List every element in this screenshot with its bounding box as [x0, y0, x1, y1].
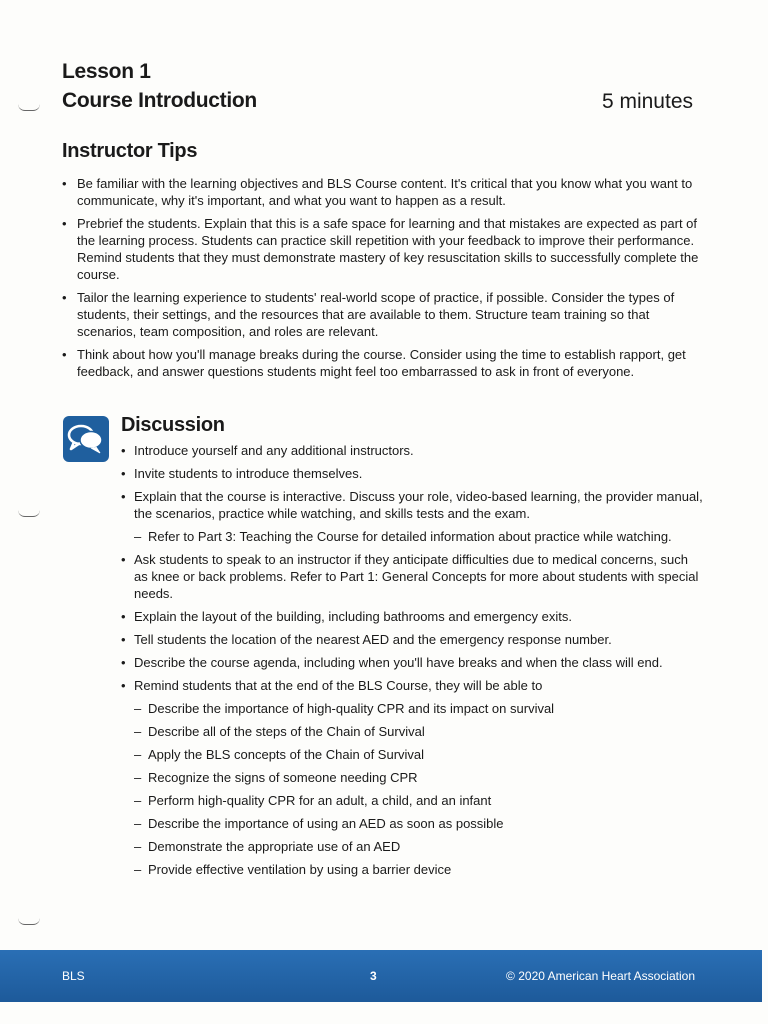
list-item [121, 465, 703, 482]
lesson-title: Course Introduction [62, 89, 257, 112]
sub-list-item: – Refer to Part 3: Teaching the Course for detailed information about practice while watching. [134, 528, 703, 545]
sub-list-item: – Apply the BLS concepts of the Chain of Survival [134, 746, 703, 763]
list-item [121, 631, 703, 648]
list-item-text: Ask students to speak to an instructor if they anticipate difficulties due to medical concerns, such as knee or back problems. Refer to Part 1: General Concepts for more about students with special needs. [134, 552, 699, 601]
list-item: • Prebrief the students. Explain that this is a safe space for learning and that mistakes are expected as part of the learning process. Students can practice skill repetition with your feedback to improve their performance. Remind students that they must demonstrate mastery of key resuscitation skills to successfully complete the course. [62, 215, 702, 283]
hole-punch-mark [18, 104, 40, 111]
list-item-text: Introduce yourself and any additional instructors. [134, 443, 414, 458]
speech-bubbles-icon [63, 416, 109, 462]
instructor-tips-heading: Instructor Tips [62, 140, 198, 162]
list-item: • Tailor the learning experience to students' real-world scope of practice, if possible. Consider the types of students, their settings, and the resources that are available to them. Structure team training so that scenarios, team composition, and roles are relevant. [62, 289, 702, 340]
sub-list-item: – Describe the importance of high-quality CPR and its impact on survival [134, 700, 703, 717]
sub-list-item: – Provide effective ventilation by using a barrier device [134, 861, 703, 878]
footer-course-name: BLS [62, 969, 85, 983]
list-item-text: Tell students the location of the nearest AED and the emergency response number. [134, 632, 612, 647]
sub-list-item: – Perform high-quality CPR for an adult, a child, and an infant [134, 792, 703, 809]
discussion-list [121, 442, 703, 884]
page-footer [0, 950, 762, 1002]
list-item-text: Explain that the course is interactive. Discuss your role, video-based learning, the provider manual, the scenarios, practice while watching, and skills tests and the exam. [134, 489, 703, 521]
sub-list-item: – Describe the importance of using an AED as soon as possible [134, 815, 703, 832]
list-item: • Be familiar with the learning objectives and BLS Course content. It's critical that you know what you want to communicate, why it's important, and what you want to happen as a result. [62, 175, 702, 209]
list-item-text: Explain the layout of the building, including bathrooms and emergency exits. [134, 609, 572, 624]
list-item-text: Invite students to introduce themselves. [134, 466, 363, 481]
page-number: 3 [370, 969, 377, 983]
instructor-tips-list [62, 175, 702, 386]
hole-punch-mark [18, 510, 40, 517]
sub-list-item: – Demonstrate the appropriate use of an AED [134, 838, 703, 855]
list-item [121, 608, 703, 625]
list-item: • Think about how you'll manage breaks during the course. Consider using the time to establish rapport, get feedback, and answer questions students might feel too embarrassed to ask in front of everyone. [62, 346, 702, 380]
sub-list-item: – Describe all of the steps of the Chain of Survival [134, 723, 703, 740]
copyright-notice: © 2020 American Heart Association [506, 969, 695, 983]
list-item [121, 654, 703, 671]
list-item [121, 442, 703, 459]
discussion-heading: Discussion [121, 414, 225, 436]
outcomes-list [134, 700, 703, 878]
list-item [121, 488, 703, 545]
sub-list [134, 528, 703, 545]
lesson-duration: 5 minutes [601, 90, 693, 113]
list-item [121, 551, 703, 602]
sub-list-item: – Recognize the signs of someone needing CPR [134, 769, 703, 786]
hole-punch-mark [18, 918, 40, 925]
list-item-text: Describe the course agenda, including when you'll have breaks and when the class will end. [134, 655, 663, 670]
list-item-text: Remind students that at the end of the BLS Course, they will be able to [134, 678, 543, 693]
list-item [121, 677, 703, 878]
lesson-number: Lesson 1 [62, 60, 151, 83]
